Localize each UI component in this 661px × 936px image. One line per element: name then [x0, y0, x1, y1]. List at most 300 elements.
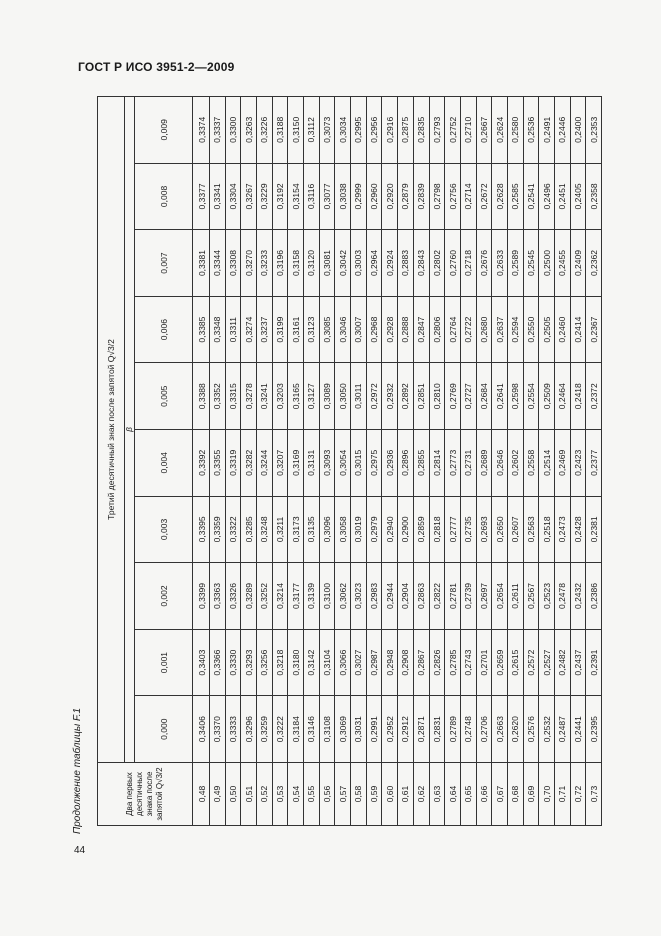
table-cell: 0,3050	[335, 363, 351, 430]
table-cell: 0,3392	[193, 430, 210, 497]
table-row	[507, 97, 523, 826]
table-cell: 0,2756	[445, 163, 461, 230]
table-cell: 0,3003	[351, 230, 367, 297]
table-cell: 0,2900	[398, 496, 414, 563]
table-cell: 0,2478	[554, 563, 570, 630]
table-cell: 0,2789	[445, 696, 461, 763]
table-cell: 0,3127	[304, 363, 320, 430]
table-cell: 0,2377	[586, 430, 602, 497]
table-cell: 0,3237	[257, 296, 273, 363]
table-cell: 0,3229	[257, 163, 273, 230]
table-cell: 0,2509	[539, 363, 555, 430]
table-cell: 0,3363	[210, 563, 226, 630]
table-cell: 0,3199	[272, 296, 288, 363]
table-cell: 0,3007	[351, 296, 367, 363]
table-row	[319, 97, 335, 826]
table-cell: 0,3263	[241, 97, 257, 164]
table-cell: 0,2594	[507, 296, 523, 363]
table-row	[570, 97, 586, 826]
table-cell: 0,2400	[570, 97, 586, 164]
table-cell: 0,2362	[586, 230, 602, 297]
table-cell: 0,3278	[241, 363, 257, 430]
table-cell: 0,2676	[476, 230, 492, 297]
column-header-row	[135, 97, 193, 826]
table-cell: 0,2505	[539, 296, 555, 363]
table-cell: 0,2867	[413, 629, 429, 696]
table-cell: 0,3019	[351, 496, 367, 563]
table-cell: 0,3031	[351, 696, 367, 763]
column-header: 0,000	[135, 696, 193, 763]
table-cell: 0,2563	[523, 496, 539, 563]
table-cell: 0,3154	[288, 163, 304, 230]
table-cell: 0,3374	[193, 97, 210, 164]
table-cell: 0,2863	[413, 563, 429, 630]
table-cell: 0,2714	[460, 163, 476, 230]
table-row	[413, 97, 429, 826]
table-cell: 0,3096	[319, 496, 335, 563]
row-label: 0,65	[460, 763, 476, 826]
table-cell: 0,3322	[225, 496, 241, 563]
table-cell: 0,2706	[476, 696, 492, 763]
table-cell: 0,3222	[272, 696, 288, 763]
table-cell: 0,3300	[225, 97, 241, 164]
table-cell: 0,2464	[554, 363, 570, 430]
document-title: ГОСТ Р ИСО 3951-2—2009	[78, 60, 235, 74]
table-cell: 0,2908	[398, 629, 414, 696]
table-cell: 0,2455	[554, 230, 570, 297]
table-cell: 0,2633	[492, 230, 508, 297]
table-cell: 0,2888	[398, 296, 414, 363]
table-cell: 0,3093	[319, 430, 335, 497]
table-cell: 0,2793	[429, 97, 445, 164]
table-cell: 0,2995	[351, 97, 367, 164]
table-cell: 0,2855	[413, 430, 429, 497]
table-cell: 0,3256	[257, 629, 273, 696]
row-label: 0,67	[492, 763, 508, 826]
table-cell: 0,2545	[523, 230, 539, 297]
table-cell: 0,2710	[460, 97, 476, 164]
table-cell: 0,3267	[241, 163, 257, 230]
table-cell: 0,3296	[241, 696, 257, 763]
table-cell: 0,3034	[335, 97, 351, 164]
table-cell: 0,3081	[319, 230, 335, 297]
table-cell: 0,2731	[460, 430, 476, 497]
table-cell: 0,3011	[351, 363, 367, 430]
table-cell: 0,3344	[210, 230, 226, 297]
table-cell: 0,2482	[554, 629, 570, 696]
table-cell: 0,2428	[570, 496, 586, 563]
table-cell: 0,3142	[304, 629, 320, 696]
table-cell: 0,2469	[554, 430, 570, 497]
table-cell: 0,2879	[398, 163, 414, 230]
table-cell: 0,2748	[460, 696, 476, 763]
table-row	[272, 97, 288, 826]
row-label: 0,56	[319, 763, 335, 826]
table-cell: 0,3146	[304, 696, 320, 763]
table-cell: 0,3359	[210, 496, 226, 563]
table-cell: 0,2585	[507, 163, 523, 230]
table-cell: 0,3165	[288, 363, 304, 430]
table-cell: 0,2646	[492, 430, 508, 497]
row-label: 0,51	[241, 763, 257, 826]
table-cell: 0,2956	[366, 97, 382, 164]
table-row	[241, 97, 257, 826]
table-row	[492, 97, 508, 826]
table-cell: 0,2904	[398, 563, 414, 630]
row-label: 0,49	[210, 763, 226, 826]
table-cell: 0,3226	[257, 97, 273, 164]
table-cell: 0,2654	[492, 563, 508, 630]
table-cell: 0,3116	[304, 163, 320, 230]
table-row	[476, 97, 492, 826]
table-cell: 0,2680	[476, 296, 492, 363]
table-cell: 0,3311	[225, 296, 241, 363]
table-row	[429, 97, 445, 826]
table-cell: 0,2843	[413, 230, 429, 297]
table-cell: 0,3120	[304, 230, 320, 297]
table-cell: 0,3326	[225, 563, 241, 630]
table-cell: 0,3066	[335, 629, 351, 696]
table-cell: 0,3135	[304, 496, 320, 563]
row-label: 0,62	[413, 763, 429, 826]
table-cell: 0,3244	[257, 430, 273, 497]
stub-header: Два первых десятичных знака после запятой Q√3/2	[98, 763, 193, 826]
table-cell: 0,2684	[476, 363, 492, 430]
table-cell: 0,2999	[351, 163, 367, 230]
column-header: 0,004	[135, 430, 193, 497]
table-cell: 0,2628	[492, 163, 508, 230]
table-cell: 0,2523	[539, 563, 555, 630]
table-cell: 0,2739	[460, 563, 476, 630]
row-label: 0,60	[382, 763, 398, 826]
table-cell: 0,2598	[507, 363, 523, 430]
row-label: 0,70	[539, 763, 555, 826]
page-number: 44	[74, 845, 86, 856]
table-cell: 0,2979	[366, 496, 382, 563]
table-cell: 0,3015	[351, 430, 367, 497]
table-cell: 0,3177	[288, 563, 304, 630]
table-row	[193, 97, 210, 826]
table-cell: 0,2773	[445, 430, 461, 497]
row-label: 0,50	[225, 763, 241, 826]
table-cell: 0,3077	[319, 163, 335, 230]
table-cell: 0,2496	[539, 163, 555, 230]
table-cell: 0,2602	[507, 430, 523, 497]
table-cell: 0,2948	[382, 629, 398, 696]
table-row	[225, 97, 241, 826]
table-cell: 0,3214	[272, 563, 288, 630]
table-row	[460, 97, 476, 826]
table-cell: 0,3027	[351, 629, 367, 696]
table-cell: 0,3203	[272, 363, 288, 430]
table-cell: 0,3366	[210, 629, 226, 696]
table-cell: 0,2972	[366, 363, 382, 430]
table-cell: 0,2689	[476, 430, 492, 497]
table-cell: 0,2418	[570, 363, 586, 430]
table-cell: 0,2944	[382, 563, 398, 630]
table-cell: 0,3308	[225, 230, 241, 297]
table-cell: 0,2991	[366, 696, 382, 763]
table-cell: 0,2460	[554, 296, 570, 363]
table-cell: 0,2473	[554, 496, 570, 563]
table-cell: 0,3184	[288, 696, 304, 763]
table-cell: 0,2735	[460, 496, 476, 563]
row-label: 0,52	[257, 763, 273, 826]
table-cell: 0,3233	[257, 230, 273, 297]
table-cell: 0,2875	[398, 97, 414, 164]
table-cell: 0,3158	[288, 230, 304, 297]
table-row	[539, 97, 555, 826]
table-cell: 0,3395	[193, 496, 210, 563]
table-cell: 0,2798	[429, 163, 445, 230]
table-cell: 0,3058	[335, 496, 351, 563]
table-cell: 0,2437	[570, 629, 586, 696]
table-cell: 0,2983	[366, 563, 382, 630]
table-cell: 0,3089	[319, 363, 335, 430]
row-label: 0,48	[193, 763, 210, 826]
table-cell: 0,3123	[304, 296, 320, 363]
table-cell: 0,2932	[382, 363, 398, 430]
table-cell: 0,2641	[492, 363, 508, 430]
table-cell: 0,3196	[272, 230, 288, 297]
row-label: 0,54	[288, 763, 304, 826]
table-cell: 0,2500	[539, 230, 555, 297]
table-cell: 0,2718	[460, 230, 476, 297]
table-cell: 0,3293	[241, 629, 257, 696]
table-cell: 0,3370	[210, 696, 226, 763]
table-row	[257, 97, 273, 826]
table-cell: 0,3285	[241, 496, 257, 563]
table-cell: 0,3173	[288, 496, 304, 563]
column-header: 0,007	[135, 230, 193, 297]
table-row	[304, 97, 320, 826]
table-cell: 0,2928	[382, 296, 398, 363]
table-body	[193, 97, 602, 826]
table-cell: 0,2769	[445, 363, 461, 430]
row-label: 0,64	[445, 763, 461, 826]
table-cell: 0,2693	[476, 496, 492, 563]
column-header: 0,009	[135, 97, 193, 164]
table-cell: 0,2589	[507, 230, 523, 297]
table-cell: 0,2541	[523, 163, 539, 230]
table-cell: 0,2975	[366, 430, 382, 497]
table-cell: 0,2518	[539, 496, 555, 563]
table-cell: 0,2851	[413, 363, 429, 430]
table-cell: 0,2432	[570, 563, 586, 630]
table-row	[210, 97, 226, 826]
table-cell: 0,2659	[492, 629, 508, 696]
table-row	[586, 97, 602, 826]
table-cell: 0,2514	[539, 430, 555, 497]
table-cell: 0,3207	[272, 430, 288, 497]
table-row	[382, 97, 398, 826]
table-cell: 0,2527	[539, 629, 555, 696]
table-cell: 0,3381	[193, 230, 210, 297]
table-cell: 0,2697	[476, 563, 492, 630]
table-cell: 0,2924	[382, 230, 398, 297]
table-cell: 0,3388	[193, 363, 210, 430]
table-cell: 0,3282	[241, 430, 257, 497]
table-cell: 0,3108	[319, 696, 335, 763]
row-label: 0,69	[523, 763, 539, 826]
row-label: 0,61	[398, 763, 414, 826]
table-cell: 0,2650	[492, 496, 508, 563]
table-cell: 0,2395	[586, 696, 602, 763]
table-cell: 0,2391	[586, 629, 602, 696]
table-cell: 0,3054	[335, 430, 351, 497]
table-cell: 0,2367	[586, 296, 602, 363]
table-cell: 0,3403	[193, 629, 210, 696]
table-cell: 0,2550	[523, 296, 539, 363]
table-cell: 0,2814	[429, 430, 445, 497]
table-cell: 0,2920	[382, 163, 398, 230]
row-label: 0,71	[554, 763, 570, 826]
column-header: 0,008	[135, 163, 193, 230]
table-caption: Продолжение таблицы F.1	[72, 707, 83, 834]
table-cell: 0,2663	[492, 696, 508, 763]
column-header: 0,003	[135, 496, 193, 563]
table-cell: 0,2743	[460, 629, 476, 696]
table-cell: 0,2558	[523, 430, 539, 497]
table-cell: 0,2781	[445, 563, 461, 630]
table-cell: 0,3270	[241, 230, 257, 297]
table-cell: 0,2405	[570, 163, 586, 230]
row-label: 0,66	[476, 763, 492, 826]
table-cell: 0,3330	[225, 629, 241, 696]
table-cell: 0,2567	[523, 563, 539, 630]
table-cell: 0,2987	[366, 629, 382, 696]
table-cell: 0,3150	[288, 97, 304, 164]
table-cell: 0,2806	[429, 296, 445, 363]
table-cell: 0,3399	[193, 563, 210, 630]
table-cell: 0,2818	[429, 496, 445, 563]
table-row	[288, 97, 304, 826]
table-cell: 0,2358	[586, 163, 602, 230]
table-cell: 0,2940	[382, 496, 398, 563]
table-cell: 0,2764	[445, 296, 461, 363]
column-header: 0,005	[135, 363, 193, 430]
table-cell: 0,2441	[570, 696, 586, 763]
table-cell: 0,2727	[460, 363, 476, 430]
table-cell: 0,2722	[460, 296, 476, 363]
table-cell: 0,2892	[398, 363, 414, 430]
table-cell: 0,3248	[257, 496, 273, 563]
table-cell: 0,2760	[445, 230, 461, 297]
table-cell: 0,2381	[586, 496, 602, 563]
row-label: 0,72	[570, 763, 586, 826]
table-cell: 0,3188	[272, 97, 288, 164]
data-table	[97, 96, 602, 826]
table-cell: 0,3023	[351, 563, 367, 630]
table-cell: 0,2883	[398, 230, 414, 297]
table-cell: 0,2968	[366, 296, 382, 363]
table-cell: 0,2532	[539, 696, 555, 763]
table-cell: 0,2936	[382, 430, 398, 497]
table-cell: 0,3355	[210, 430, 226, 497]
table-cell: 0,3192	[272, 163, 288, 230]
table-row	[366, 97, 382, 826]
table-cell: 0,2620	[507, 696, 523, 763]
table-cell: 0,2810	[429, 363, 445, 430]
table-cell: 0,3218	[272, 629, 288, 696]
table-row	[445, 97, 461, 826]
table-cell: 0,2372	[586, 363, 602, 430]
rotated-table-block	[72, 94, 599, 834]
table-cell: 0,2487	[554, 696, 570, 763]
row-label: 0,53	[272, 763, 288, 826]
row-label: 0,59	[366, 763, 382, 826]
table-cell: 0,3315	[225, 363, 241, 430]
table-cell: 0,2414	[570, 296, 586, 363]
table-cell: 0,3161	[288, 296, 304, 363]
table-row	[351, 97, 367, 826]
table-cell: 0,2952	[382, 696, 398, 763]
table-cell: 0,2576	[523, 696, 539, 763]
table-cell: 0,3085	[319, 296, 335, 363]
table-cell: 0,3385	[193, 296, 210, 363]
table-cell: 0,2896	[398, 430, 414, 497]
table-cell: 0,2802	[429, 230, 445, 297]
table-cell: 0,3112	[304, 97, 320, 164]
table-cell: 0,2386	[586, 563, 602, 630]
table-cell: 0,2752	[445, 97, 461, 164]
table-cell: 0,2916	[382, 97, 398, 164]
table-row	[398, 97, 414, 826]
table-cell: 0,3304	[225, 163, 241, 230]
table-cell: 0,3406	[193, 696, 210, 763]
table-cell: 0,2451	[554, 163, 570, 230]
table-cell: 0,3337	[210, 97, 226, 164]
table-cell: 0,2960	[366, 163, 382, 230]
table-cell: 0,2572	[523, 629, 539, 696]
table-cell: 0,3104	[319, 629, 335, 696]
table-cell: 0,2667	[476, 97, 492, 164]
table-cell: 0,2580	[507, 97, 523, 164]
table-cell: 0,3211	[272, 496, 288, 563]
table-cell: 0,2672	[476, 163, 492, 230]
table-cell: 0,2912	[398, 696, 414, 763]
table-cell: 0,3180	[288, 629, 304, 696]
table-cell: 0,3259	[257, 696, 273, 763]
table-cell: 0,2637	[492, 296, 508, 363]
table-cell: 0,3062	[335, 563, 351, 630]
table-cell: 0,2859	[413, 496, 429, 563]
row-label: 0,58	[351, 763, 367, 826]
table-cell: 0,3333	[225, 696, 241, 763]
table-cell: 0,2847	[413, 296, 429, 363]
table-cell: 0,3042	[335, 230, 351, 297]
table-cell: 0,2491	[539, 97, 555, 164]
table-cell: 0,3100	[319, 563, 335, 630]
table-cell: 0,2607	[507, 496, 523, 563]
table-cell: 0,2777	[445, 496, 461, 563]
table-cell: 0,3139	[304, 563, 320, 630]
row-label: 0,55	[304, 763, 320, 826]
table-cell: 0,2554	[523, 363, 539, 430]
table-cell: 0,3046	[335, 296, 351, 363]
table-cell: 0,2835	[413, 97, 429, 164]
table-cell: 0,2353	[586, 97, 602, 164]
table-cell: 0,3289	[241, 563, 257, 630]
table-cell: 0,3274	[241, 296, 257, 363]
table-cell: 0,2701	[476, 629, 492, 696]
table-cell: 0,3341	[210, 163, 226, 230]
table-cell: 0,2446	[554, 97, 570, 164]
table-cell: 0,2964	[366, 230, 382, 297]
column-header: 0,002	[135, 563, 193, 630]
group-header: Третий десятичный знак после запятой Q√3/2	[98, 97, 125, 763]
row-label: 0,57	[335, 763, 351, 826]
